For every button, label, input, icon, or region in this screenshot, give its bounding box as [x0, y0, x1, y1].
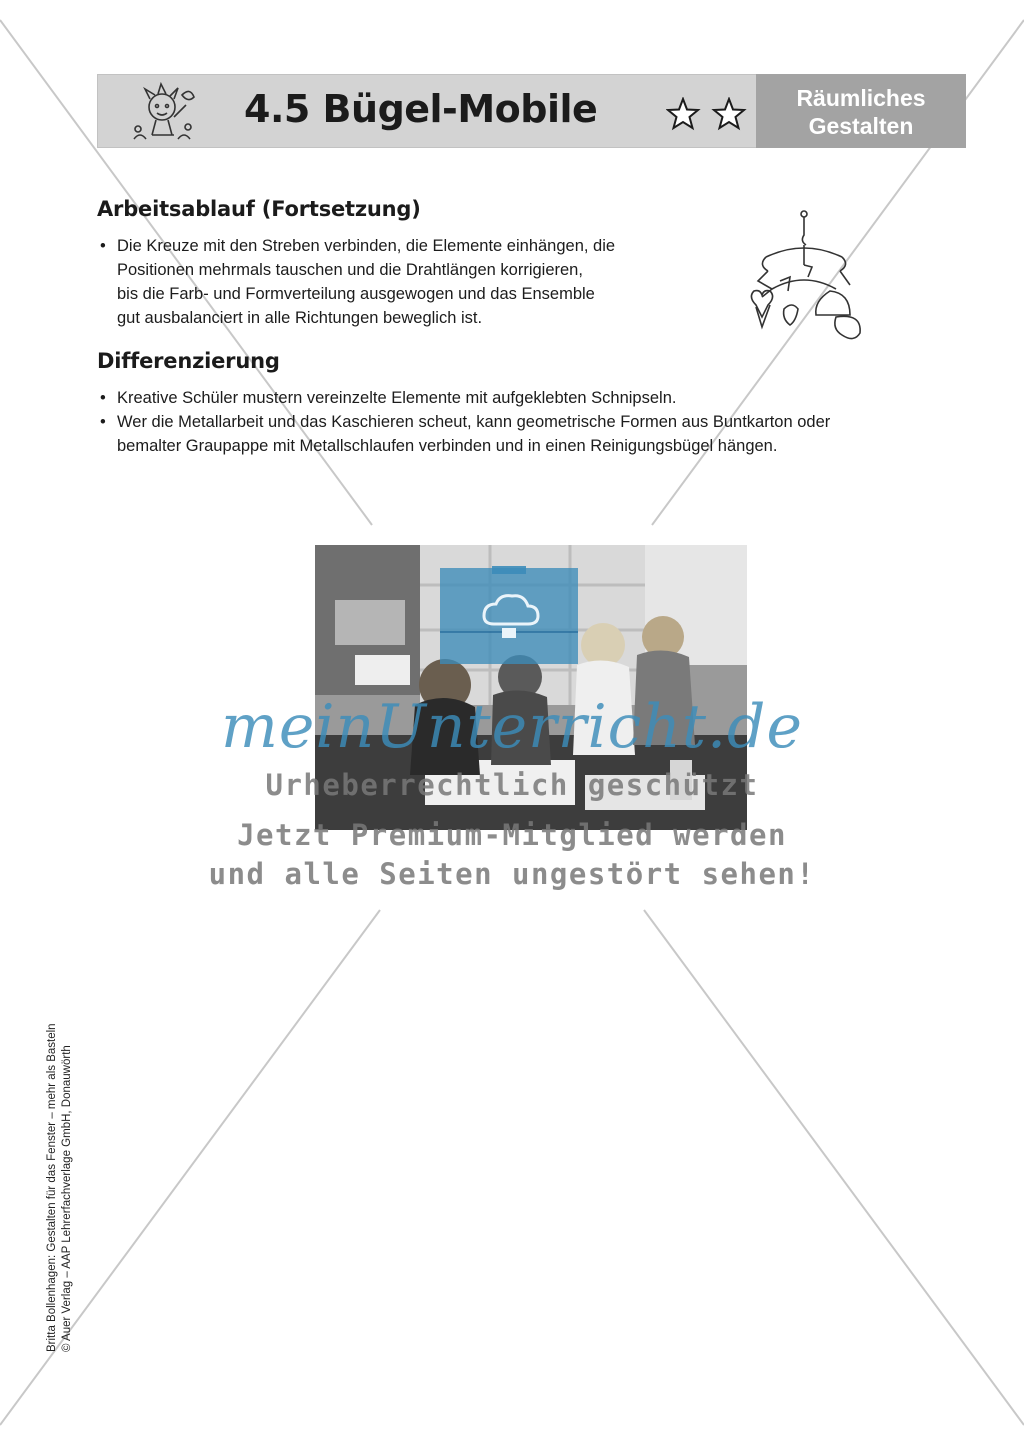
- list-item: [97, 386, 977, 410]
- text-line: bemalter Graupappe mit Metallschlaufen verbinden und in einen Reinigungsbügel hängen.: [117, 437, 778, 455]
- briefcase-cloud-icon: [440, 566, 578, 666]
- text-line: Positionen mehrmals tauschen und die Drahtlängen korrigieren,: [117, 261, 583, 279]
- text-line: Kreative Schüler mustern vereinzelte Elemente mit aufgeklebten Schnipseln.: [117, 389, 677, 407]
- header-banner: [97, 74, 965, 148]
- workflow-heading: Arbeitsablauf (Fortsetzung): [97, 197, 421, 221]
- star-outline-icon: [714, 99, 744, 128]
- text-line: gut ausbalanciert in alle Richtungen beweglich ist.: [117, 309, 483, 327]
- watermark-premium-cta: Jetzt Premium-Mitglied werden: [237, 818, 787, 852]
- publisher-credit: [45, 1023, 75, 1352]
- watermark-premium-cta-2: und alle Seiten ungestört sehen!: [208, 857, 816, 891]
- hanger-mobile-drawing-icon: [738, 205, 868, 353]
- difficulty-rating: [666, 97, 748, 131]
- credit-line-1: Britta Bollenhagen: Gestalten für das Fenster – mehr als Basteln: [46, 1023, 58, 1352]
- mascot-illustration-icon: [128, 81, 200, 143]
- star-outline-icon: [668, 99, 698, 128]
- text-line: bis die Farb- und Formverteilung ausgewogen und das Ensemble: [117, 285, 595, 303]
- differentiation-list: [97, 386, 977, 458]
- watermark-copyright: Urheberrechtlich geschützt: [265, 768, 759, 802]
- bullet-point: •: [100, 389, 106, 407]
- category-badge: [756, 74, 966, 148]
- list-item: [97, 410, 977, 458]
- bullet-point: •: [100, 413, 106, 431]
- bullet-point: •: [100, 237, 106, 255]
- list-item: [97, 234, 717, 330]
- workflow-list: [97, 234, 717, 330]
- differentiation-heading: Differenzierung: [97, 349, 280, 373]
- text-line: Die Kreuze mit den Streben verbinden, die Elemente einhängen, die: [117, 237, 616, 255]
- credit-line-2: © Auer Verlag – AAP Lehrerfachverlage GmbH, Donauwörth: [61, 1045, 73, 1352]
- page-title: 4.5 Bügel-Mobile: [244, 87, 598, 131]
- category-line-1: Räumliches: [796, 85, 926, 111]
- watermark-brand: meinUnterricht.de: [221, 692, 803, 762]
- category-line-2: Gestalten: [808, 113, 914, 139]
- text-line: Wer die Metallarbeit und das Kaschieren scheut, kann geometrische Formen aus Buntkarton oder: [117, 413, 831, 431]
